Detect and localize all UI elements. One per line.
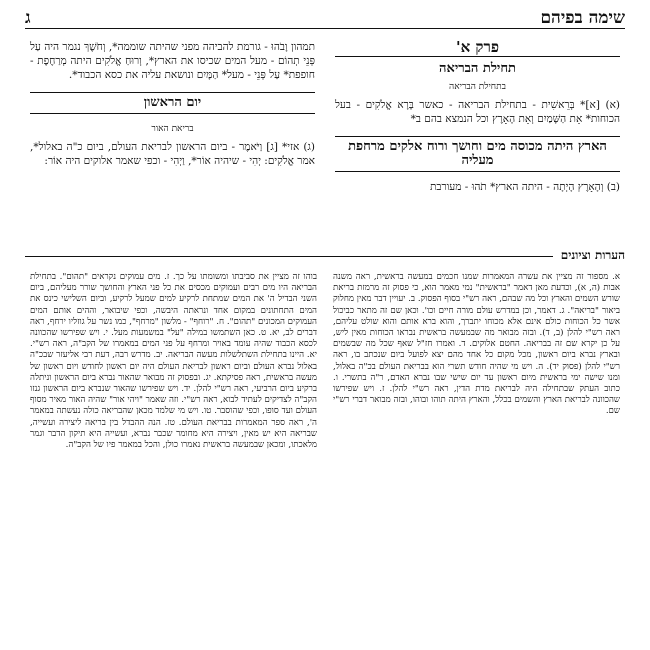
notes-divider [25, 248, 625, 264]
notes-right-text: א. מספור זה מציין את עשרה המאמרות שמנו חכמים במעשה בראשית, ראה משנה אבות (ה, א), וכדעת מאן דאמר "בראשית" נמי מאמר הוא, כי פסוק זה מרמזת בריאת שורש השמים והארץ וכל מה שבהם, ראה רש"י בסוף הפסוק. ב. יעויין דבר מאין מחלוק ביאור "בריאה". ג. דאמר, וכן במדרש עולם מורה חיים וכו'. וכאן שם זה מתאר כביכול אשר כל הכוחות כולם אינם אלא מכוחו יתברך, והוא ברא אותם והוא שולט עליהם, ראה רש"י להלן (ב, ד). ובזה מבואר מה שבמעשה בראשית נבראו הכוחות מאין ליש, על כן יקרא שם זה בבריאה. החטם אלוקים. ד. ואמרו חז"ל שאף שכל מה שבשמים ובארץ נברא ביום ראשון, מכל מקום כל אחד מהם יצא לפועל ביום שנכתב בו, ראה רש"י להלן (פסוק יד). ה. ויש מי שהיה חודש תשרי הוא בבריאת העולם בכ"ה באלול, ומנו שישה ימי בראשית מיום ראשון עד יום שישי שבו נברא האדם, ר"ה בתשרי. ו. כתוב העתק שבתחילה היה לבריאת מדת הדין, ראה רש"י להלן. ז. ויש שפירשו שהכוונה לבריאת הארץ והשמים בכלל, והארץ היתה תוהו ובוהו, ובזה מבואר דברי רש"י שם. [333, 272, 620, 417]
main-text-columns [30, 40, 620, 240]
verse-2: (ב) וְהָאָרֶץ הָיְתָה - היתה הארץ* תֹהוּ - מעורבת [430, 181, 620, 193]
verse-1: (א) [א]* בְּרֵאשִׁית - בתחילת הבריאה - כאשר בָּרָא אֱלֹקִים - בעל הכוחות* אֵת הַשָּׁמַיִם וְאֵת הָאָרֶץ וכל הנמצא בהם ב* [335, 99, 620, 125]
notes-left-column [30, 272, 317, 637]
day-subheading: בריאת האור [151, 124, 194, 134]
book-title: שימה בפיהם [540, 8, 625, 28]
section-label: בתחילת הבריאה [449, 82, 506, 92]
main-text-left-column [30, 40, 315, 240]
section-heading: הארץ היתה מכוסה מים וחושך ורוח אלקים מרחפת מעליה [335, 136, 620, 172]
chapter-subheading: תחילת הבריאה [439, 61, 516, 76]
verse-2-continued: תמהון וָבֹהוּ - גורמת להביהה מפני שהיתה שוממה*, וְחֹשֶׁךְ נגמר היה עַל פְּנֵי תְהוֹם - מעל המים שכיסו את הארץ*, וְרוּחַ אֱלֹקִים היתה מְרַחֶפֶת - חופפת* עַל פְּנֵי - מעל* הַמָּיִם ונושאת עליה את כסא הכבוד*. [30, 41, 315, 81]
notes-right-column [333, 272, 620, 637]
notes-left-text: בוהו זה מציין את סביבתו ומשומתו על כך. ז. מים עמוקים נקראים "תהום". בתחילת הבריאה היו מים רבים ועמוקים מכסים את כל פני הארץ והחושך שורר מעליהם, ביום השני הבדיל ה' את המים שמתחת לרקיע למים שמעל לרקיע, וביום השלישי כינס את המים התחתונים במקום אחד ונראתה היבשה, וכפי שיבואר, וההים אותם המים העמוקים המכונים "תהום". ח. "רוחף" - מלשון "מרחף", כמו נשר על גוזליו ירחף, ראה דברים לב, יא. ט. כאן השתמשו במילה "על" במשמעות מעל. י. ויש שפירשו שהכוונה לכסא הכבוד שהיה עומד באויר ומרחף על פני המים במאמרו של הקב"ה, ראה רש"י. יא. היינו בתחילת השתלשלות מעשה הבריאה. יב. מדרש רבה, דעת רבי אליעזר שבכ"ה באלול נברא העולם וביום ראשון לבריאת העולם היה יום ראשון לחודש ויום ראשון של מעשה בראשית, ראה פסיקתא. יג. ובפסוק זה מבואר שהאור נברא ביום הראשון וניתלה ברקיע ביום הרביעי, ראה רש"י להלן. יד. ויש שפירשו שהאור שנברא ביום הראשון גנזו הקב"ה לצדיקים לעתיד לבוא, ראה רש"י. וזה שאמר "ויהי אור" שהיה האור מאיר מסוף העולם ועד סופו, וכפי שהוסבר. טו. ויש מי שלמד מכאן שהבריאה כולה נעשתה במאמר ה', ראה ספר המאמרות בבריאת העולם. טז. הנה ההבדל בין בריאה ליצירה ועשייה, שבריאה היא יש מאין, ויצירה היא מחומר שכבר נברא, ועשייה היא תיקון הדבר וגמר מלאכתו, ומכאן שבמעשה בראשית נאמרו כולן, והכל במאמר פיו של הקב"ה. [30, 272, 317, 451]
main-text-right-column [335, 40, 620, 240]
notes-heading: הערות וציונים [553, 248, 625, 263]
page-number: ג [25, 8, 31, 28]
notes-columns [30, 272, 620, 637]
divider-line [25, 256, 625, 257]
verse-3: (ג) אזי* [ג] וַיֹּאמֶר - ביום הראשון לבריאת העולם, ביום כ"ה באלול*, אמר אֱלֹקִים: יְהִי - שיהיה אוֹר*, וַיְהִי - וכפי שאמר אלוקים היה אוֹר: [30, 141, 315, 167]
day-heading: יום הראשון [30, 92, 315, 114]
chapter-heading: פרק א' [335, 40, 620, 57]
running-header [25, 6, 625, 29]
